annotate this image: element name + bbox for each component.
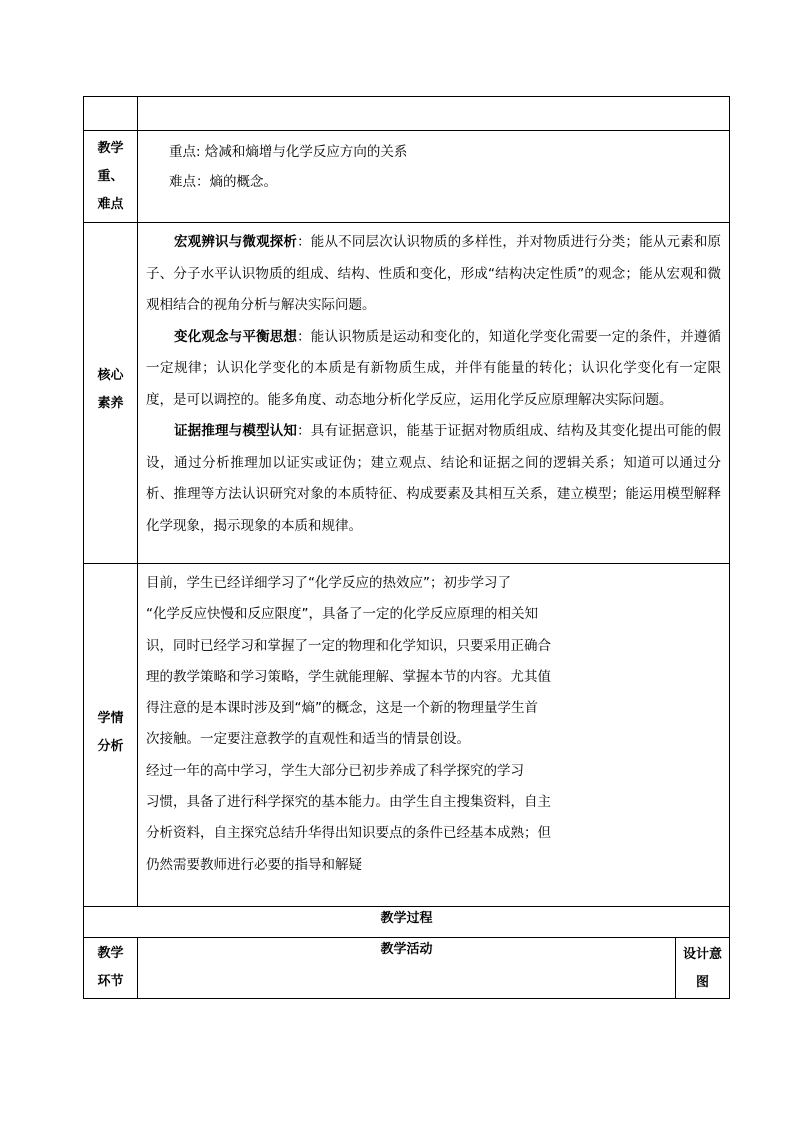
analysis-line: 分析资料，自主探究总结升华得出知识要点的条件已经基本成熟；但	[146, 825, 551, 842]
key-points-label-line: 难点	[97, 197, 124, 212]
core-paragraph	[146, 322, 721, 417]
important-point: 重点: 焓减和熵增与化学反应方向的关系	[169, 144, 408, 160]
key-points-content	[138, 131, 730, 223]
core-paragraph-heading: 宏观辨识与微观探析	[174, 234, 298, 250]
key-points-label	[84, 131, 138, 223]
analysis-line: 经过一年的高中学习，学生大部分已初步养成了科学探究的学习	[146, 762, 524, 779]
core-literacy-label	[84, 223, 138, 564]
table-row-key-points	[84, 131, 730, 223]
stage-header-line: 教学	[97, 946, 124, 961]
core-paragraph-text: ：能认识物质是运动和变化的，知道化学变化需要一定的条件，并遵循一定规律；认识化学变化的本质是有新物质生成，并伴有能量的转化；认识化学变化有一定限度，是可以调控的。能多角度、动态地分析化学反应，运用化学反应原理解决实际问题。	[146, 328, 722, 408]
core-literacy-label-line: 核心	[97, 368, 124, 383]
core-paragraph-text: ：能从不同层次认识物质的多样性，并对物质进行分类；能从元素和原子、分子水平认识物质的组成、结构、性质和变化，形成“结构决定性质”的观念；能从宏观和微观相结合的视角分析与解决实际问题。	[146, 234, 722, 313]
design-header-line: 图	[695, 975, 709, 990]
difficult-point: 难点：熵的概念。	[169, 174, 277, 190]
core-paragraph-heading: 证据推理与模型认知	[174, 423, 298, 439]
table-row-core-literacy	[84, 223, 730, 564]
table-row-empty	[84, 97, 730, 131]
analysis-line: 次接触。一定要注意教学的直观性和适当的情景创设。	[146, 731, 470, 748]
key-points-label-line: 重、	[97, 169, 124, 184]
core-literacy-content	[138, 223, 730, 564]
student-analysis-label-line: 分析	[97, 739, 124, 754]
core-literacy-label-line: 素养	[97, 396, 124, 411]
design-header-line: 设计意	[682, 947, 722, 962]
core-paragraph-text: ：具有证据意识，能基于证据对物质组成、结构及其变化提出可能的假设，通过分析推理加以证实或证伪；建立观点、结论和证据之间的逻辑关系；知道可以通过分析、推理等方法认识研究对象的本质特征、构成要素及其相互关系，建立模型；能运用模型解释化学现象，揭示现象的本质和规律。	[146, 423, 722, 534]
stage-header-line: 环节	[97, 974, 124, 989]
activity-column-header: 教学活动	[138, 938, 676, 999]
table-row-process-title	[84, 907, 730, 938]
analysis-line: “化学反应快慢和反应限度”，具备了一定的化学反应原理的相关知	[146, 606, 538, 623]
table-row-student-analysis	[84, 564, 730, 907]
process-title: 教学过程	[84, 907, 730, 938]
empty-content-cell	[138, 97, 730, 131]
key-points-label-line: 教学	[97, 141, 124, 156]
student-analysis-content	[138, 564, 730, 907]
analysis-line: 目前，学生已经详细学习了“化学反应的热效应”；初步学习了	[146, 575, 511, 591]
analysis-line: 得注意的是本课时涉及到“熵”的概念，这是一个新的物理量学生首	[146, 700, 538, 717]
empty-label-cell	[84, 97, 138, 131]
core-paragraph	[146, 416, 721, 542]
core-paragraph	[146, 227, 721, 322]
student-analysis-label	[84, 564, 138, 907]
core-paragraph-heading: 变化观念与平衡思想	[174, 328, 298, 345]
student-analysis-label-line: 学情	[97, 711, 124, 726]
analysis-line: 识，同时已经学习和掌握了一定的物理和化学知识，只要采用正确合	[146, 637, 551, 654]
lesson-plan-table	[83, 96, 730, 999]
table-row-process-header	[84, 938, 730, 999]
stage-column-header	[84, 938, 138, 999]
design-column-header	[676, 938, 730, 999]
analysis-line: 理的教学策略和学习策略，学生就能理解、掌握本节的内容。尤其值	[146, 668, 551, 685]
analysis-line: 仍然需要教师进行必要的指导和解疑	[146, 856, 362, 873]
analysis-line: 习惯，具备了进行科学探究的基本能力。由学生自主搜集资料，自主	[146, 794, 551, 811]
